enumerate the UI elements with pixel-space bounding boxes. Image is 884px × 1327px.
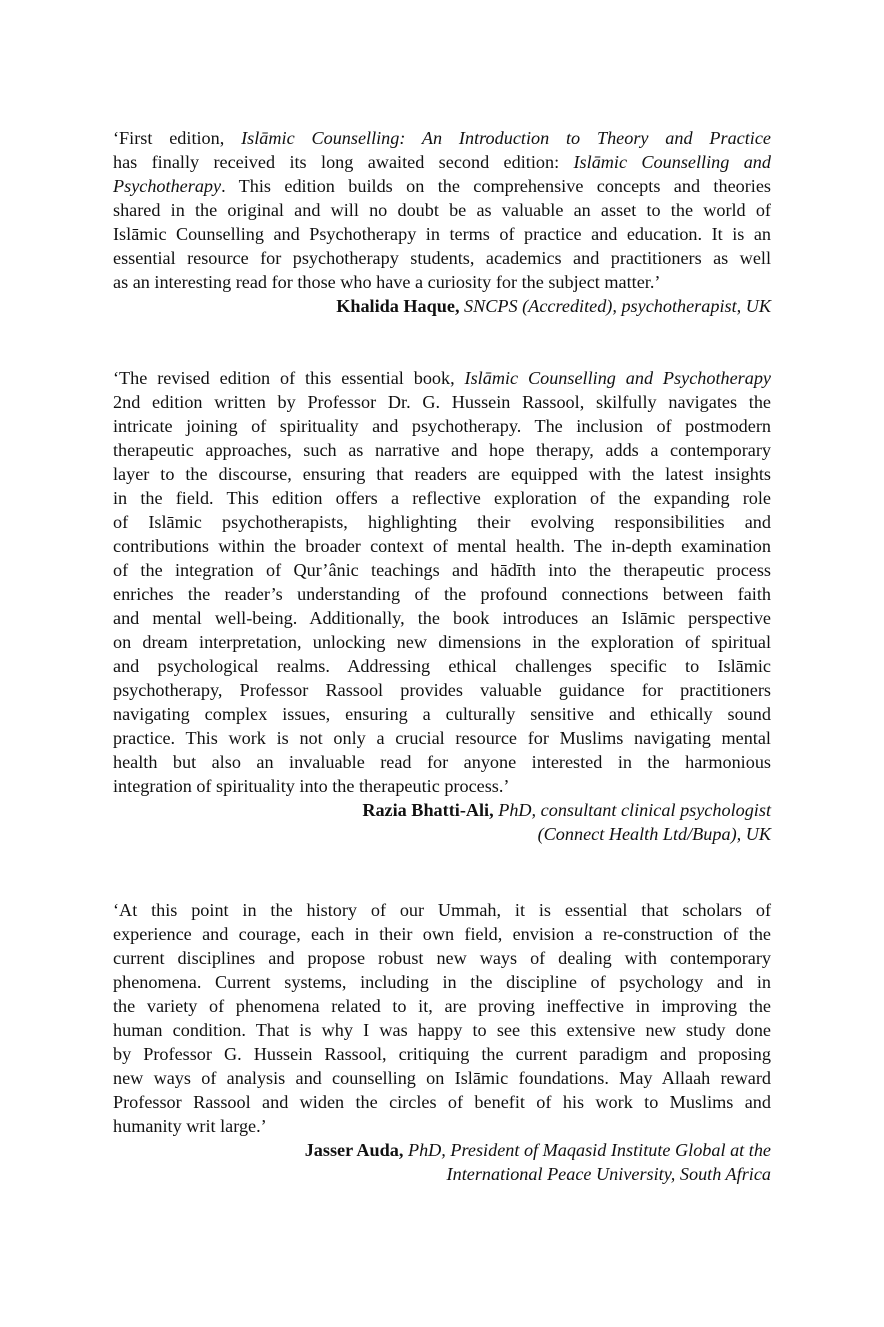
- text-run: by Professor G. Hussein Rassool, critiquing the current paradigm and proposing: [113, 1044, 771, 1064]
- quote-line: [113, 1066, 771, 1090]
- quote-line: [113, 726, 771, 750]
- text-run: therapeutic approaches, such as narrative and hope therapy, adds a contemporary: [113, 440, 771, 460]
- attribution-line: [113, 798, 771, 822]
- text-run: ‘The revised edition of this essential book,: [113, 368, 465, 388]
- text-run: on dream interpretation, unlocking new dimensions in the exploration of spiritual: [113, 632, 771, 652]
- italic-text: (Connect Health Ltd/Bupa), UK: [537, 824, 771, 844]
- quote-line: [113, 1114, 771, 1138]
- text-run: ‘At this point in the history of our Ummah, it is essential that scholars of: [113, 900, 771, 920]
- text-run: and psychological realms. Addressing ethical challenges specific to Islāmic: [113, 656, 771, 676]
- text-run: phenomena. Current systems, including in the discipline of psychology and in: [113, 972, 771, 992]
- quote-line: [113, 702, 771, 726]
- quote-line: [113, 438, 771, 462]
- text-run: Professor Rassool and widen the circles of benefit of his work to Muslims and: [113, 1092, 771, 1112]
- text-run: ‘First edition,: [113, 128, 242, 148]
- quote-line: [113, 678, 771, 702]
- text-run: current disciplines and propose robust new ways of dealing with contemporary: [113, 948, 771, 968]
- quote-line: [113, 1018, 771, 1042]
- italic-text: Islāmic Counselling: An Introduction to Theory and Practice: [241, 128, 771, 148]
- italic-text: International Peace University, South Africa: [446, 1164, 771, 1184]
- quote-line: [113, 390, 771, 414]
- quote-line: [113, 534, 771, 558]
- italic-text: PhD, consultant clinical psychologist: [498, 800, 771, 820]
- quote-line: [113, 630, 771, 654]
- text-run: layer to the discourse, ensuring that readers are equipped with the latest insights: [113, 464, 771, 484]
- quote-line: [113, 1090, 771, 1114]
- italic-text: PhD, President of Maqasid Institute Global at the: [407, 1140, 771, 1160]
- attribution-line: [113, 822, 771, 846]
- text-run: experience and courage, each in their own field, envision a re-construction of the: [113, 924, 771, 944]
- text-run: navigating complex issues, ensuring a culturally sensitive and ethically sound: [113, 704, 771, 724]
- quote-line: [113, 246, 771, 270]
- quote-line: [113, 126, 771, 150]
- text-run: integration of spirituality into the therapeutic process.’: [113, 776, 510, 796]
- text-run: intricate joining of spirituality and psychotherapy. The inclusion of postmodern: [113, 416, 771, 436]
- text-run: the variety of phenomena related to it, are proving ineffective in improving the: [113, 996, 771, 1016]
- text-run: as an interesting read for those who have a curiosity for the subject matter.’: [113, 272, 661, 292]
- quote-line: [113, 970, 771, 994]
- quote-line: [113, 174, 771, 198]
- quote-line: [113, 198, 771, 222]
- quote-line: [113, 510, 771, 534]
- attribution-line: [113, 1162, 771, 1186]
- quote-line: [113, 222, 771, 246]
- text-run: and mental well-being. Additionally, the book introduces an Islāmic perspective: [113, 608, 771, 628]
- text-run: contributions within the broader context of mental health. The in-depth examination: [113, 536, 771, 556]
- quote-line: [113, 486, 771, 510]
- text-run: humanity writ large.’: [113, 1116, 267, 1136]
- text-run: 2nd edition written by Professor Dr. G. Hussein Rassool, skilfully navigates the: [113, 392, 771, 412]
- quote-line: [113, 1042, 771, 1066]
- text-run: of the integration of Qur’ânic teachings and hādīth into the therapeutic process: [113, 560, 771, 580]
- text-run: . This edition builds on the comprehensive concepts and theories: [221, 176, 771, 196]
- text-run: human condition. That is why I was happy to see this extensive new study done: [113, 1020, 771, 1040]
- quote-line: [113, 558, 771, 582]
- italic-text: Psychotherapy: [113, 176, 222, 196]
- quote-line: [113, 582, 771, 606]
- quote-line: [113, 150, 771, 174]
- text-run: in the field. This edition offers a reflective exploration of the expanding role: [113, 488, 771, 508]
- author-name: Jasser Auda,: [304, 1140, 404, 1160]
- attribution-line: [113, 294, 771, 318]
- text-run: essential resource for psychotherapy students, academics and practitioners as well: [113, 248, 771, 268]
- quote-line: [113, 270, 771, 294]
- quote-line: [113, 414, 771, 438]
- quote-line: [113, 654, 771, 678]
- quote-line: [113, 606, 771, 630]
- author-name: Razia Bhatti-Ali,: [362, 800, 494, 820]
- quote-line: [113, 750, 771, 774]
- text-run: of Islāmic psychotherapists, highlighting their evolving responsibilities and: [113, 512, 771, 532]
- italic-text: Islāmic Counselling and: [573, 152, 771, 172]
- text-run: psychotherapy, Professor Rassool provides valuable guidance for practitioners: [113, 680, 771, 700]
- quote-line: [113, 922, 771, 946]
- text-run: practice. This work is not only a crucial resource for Muslims navigating mental: [113, 728, 771, 748]
- quote-line: [113, 774, 771, 798]
- quote-line: [113, 946, 771, 970]
- text-run: enriches the reader’s understanding of the profound connections between faith: [113, 584, 771, 604]
- text-run: Islāmic Counselling and Psychotherapy in terms of practice and education. It is an: [113, 224, 771, 244]
- quote-line: [113, 898, 771, 922]
- text-run: health but also an invaluable read for anyone interested in the harmonious: [113, 752, 771, 772]
- text-run: shared in the original and will no doubt be as valuable an asset to the world of: [113, 200, 771, 220]
- quote-line: [113, 994, 771, 1018]
- attribution-line: [113, 1138, 771, 1162]
- author-name: Khalida Haque,: [336, 296, 460, 316]
- text-run: new ways of analysis and counselling on Islāmic foundations. May Allaah reward: [113, 1068, 771, 1088]
- text-run: has finally received its long awaited second edition:: [113, 152, 574, 172]
- quote-line: [113, 462, 771, 486]
- quote-line: [113, 366, 771, 390]
- italic-text: Islāmic Counselling and Psychotherapy: [464, 368, 772, 388]
- italic-text: SNCPS (Accredited), psychotherapist, UK: [464, 296, 771, 316]
